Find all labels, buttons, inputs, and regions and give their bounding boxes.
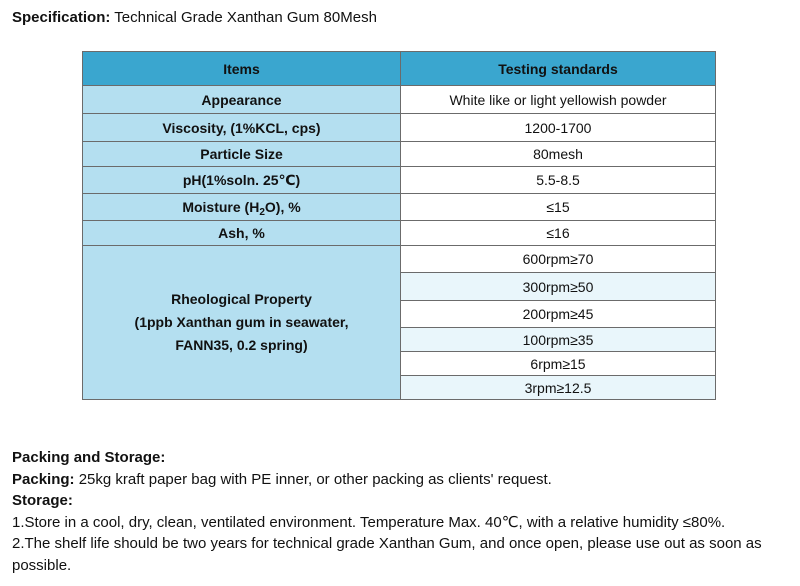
row-value-ph: 5.5-8.5 [401,167,716,194]
table-row [83,142,716,167]
row-value-particle-size: 80mesh [401,142,716,167]
row-value-viscosity: 1200-1700 [401,114,716,142]
header-testing-standards: Testing standards [401,52,716,86]
row-value-ash: ≤16 [401,221,716,246]
rheology-value-6rpm: 6rpm≥15 [401,352,716,376]
storage-label: Storage: [12,492,73,509]
packing-label: Packing: [12,470,75,488]
table-row [83,167,716,194]
table-row [83,194,716,221]
packing-storage-heading: Packing and Storage: [12,449,166,466]
row-item-ph: pH(1%soln. 25℃) [83,167,401,194]
row-item-viscosity: Viscosity, (1%KCL, cps) [83,114,401,142]
packing-storage-section [12,447,792,576]
specification-label: Specification: [12,9,111,26]
moisture-label-subscript: 2 [259,207,265,218]
rheological-line-2: (1ppb Xanthan gum in seawater, [134,314,349,330]
header-items: Items [83,52,401,86]
table-row [83,114,716,142]
rheological-line-3: FANN35, 0.2 spring) [175,337,308,353]
rheological-line-1: Rheological Property [171,291,312,307]
specification-table [82,51,716,400]
row-item-ash: Ash, % [83,221,401,246]
row-item-particle-size: Particle Size [83,142,401,167]
row-value-appearance: White like or light yellowish powder [401,86,716,114]
rheology-value-100rpm: 100rpm≥35 [401,328,716,352]
rheology-value-300rpm: 300rpm≥50 [401,273,716,301]
row-item-appearance: Appearance [83,86,401,114]
rheology-value-200rpm: 200rpm≥45 [401,301,716,328]
rheology-value-600rpm: 600rpm≥70 [401,246,716,273]
moisture-label-prefix: Moisture (H [182,199,260,215]
packing-line [12,469,792,491]
row-item-moisture [83,194,401,221]
specification-value: Technical Grade Xanthan Gum 80Mesh [114,9,377,26]
storage-item-2: 2.The shelf life should be two years for technical grade Xanthan Gum, and once open, please use out as soon as possible. [12,535,762,574]
table-row [83,246,716,273]
row-item-rheological [83,246,401,400]
table-row [83,221,716,246]
specification-line [12,8,377,28]
storage-item-1: 1.Store in a cool, dry, clean, ventilated environment. Temperature Max. 40℃, with a relative humidity ≤80%. [12,513,726,531]
table-row [83,86,716,114]
rheology-value-3rpm: 3rpm≥12.5 [401,376,716,400]
row-value-moisture: ≤15 [401,194,716,221]
packing-text: 25kg kraft paper bag with PE inner, or other packing as clients' request. [78,470,552,488]
table-header-row [83,52,716,86]
moisture-label-suffix: O), % [264,199,301,215]
